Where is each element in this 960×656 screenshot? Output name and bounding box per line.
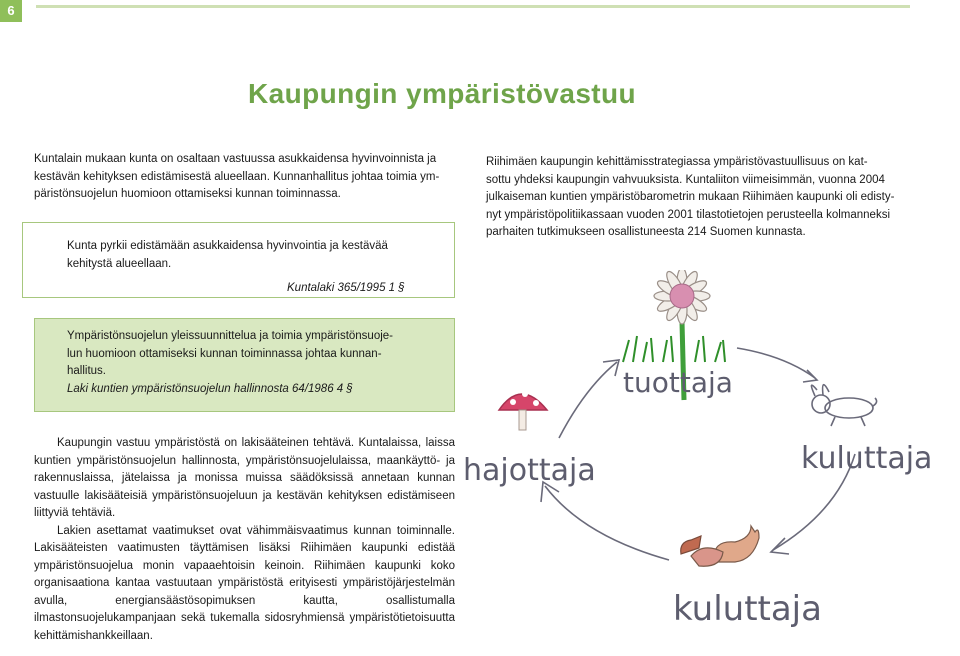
header-rule bbox=[36, 5, 910, 8]
law-citation: Laki kuntien ympäristönsuojelun hallinnosta 64/1986 4 § bbox=[67, 382, 353, 395]
cat-illustration bbox=[681, 526, 759, 566]
quote-line: hallitus. bbox=[67, 365, 106, 377]
quote-line: kehitystä alueellaan. bbox=[67, 257, 172, 270]
quote-line: Ympäristönsuojelun yleissuunnittelua ja toimia ympäristönsuoje- bbox=[67, 330, 393, 342]
ranking-line: Riihimäen kaupungin kehittämisstrategiassa ympäristövastuullisuus on kat- bbox=[486, 156, 868, 168]
ranking-line: julkaiseman kuntien ympäristöbarometrin mukaan Riihimäen kaupunki oli edisty- bbox=[486, 191, 895, 203]
label-decomposer: hajottaja bbox=[463, 453, 596, 488]
body-text bbox=[34, 435, 455, 645]
quote-line: lun huomioon ottamiseksi kunnan toiminnassa johtaa kunnan- bbox=[67, 347, 382, 360]
ranking-line: parhaiten tutkimukseen osallistuneesta 214 Suomen kunnasta. bbox=[486, 226, 806, 238]
intro-paragraph bbox=[34, 151, 459, 204]
page-number: 6 bbox=[0, 0, 22, 22]
label-consumer-bottom: kuluttaja bbox=[673, 589, 822, 629]
law-quote-box bbox=[22, 222, 455, 298]
ranking-line: sottu yhdeksi kaupungin vahvuuksista. Kuntaliiton viimeisimmän, vuonna 2004 bbox=[486, 173, 885, 186]
law-citation: Kuntalaki 365/1995 1 § bbox=[287, 282, 405, 294]
intro-line: Kuntalain mukaan kunta on osaltaan vastuussa asukkaidensa hyvinvoinnista ja bbox=[34, 153, 437, 165]
ranking-line: nyt ympäristöpolitiikassaan vuoden 2001 tilastotietojen perusteella kolmanneksi bbox=[486, 208, 891, 221]
body-paragraph: Kaupungin vastuu ympäristöstä on lakisääteinen tehtävä. Kuntalaissa, laissa kuntien ympäristönsuojelun hallinnosta, ympäristönsuojelulaissa, maankäyttö- ja rakennuslaissa, jätelaissa ja monissa muissa säädöksissä annetaan kunnan vastuulle lakisääteisiä ympäristönsuojeluun ja kestävän kehityksen edistämiseen liittyviä tehtäviä. bbox=[34, 437, 455, 519]
intro-line: kestävän kehityksen edistämisestä alueellaan. Kunnanhallitus johtaa toimia ym- bbox=[34, 170, 440, 183]
ranking-paragraph bbox=[486, 154, 911, 242]
mushroom-illustration bbox=[499, 391, 547, 430]
child-drawing-ecosystem-cycle bbox=[455, 270, 960, 650]
label-consumer-right: kuluttaja bbox=[801, 441, 933, 476]
quote-line: Kunta pyrkii edistämään asukkaidensa hyvinvointia ja kestävää bbox=[67, 240, 388, 252]
intro-line: päristönsuojelun huomioon ottamiseksi kunnan toiminnassa. bbox=[34, 188, 341, 200]
law-quote-box-highlighted bbox=[34, 318, 455, 412]
page-title: Kaupungin ympäristövastuu bbox=[248, 78, 637, 109]
rabbit-illustration bbox=[811, 385, 876, 426]
label-producer: tuottaja bbox=[623, 366, 733, 399]
body-paragraph: Lakien asettamat vaatimukset ovat vähimmäisvaatimus kunnan toiminnalle. Lakisääteisten vaatimusten täyttämisen lisäksi Riihimäen kaupunki edistää ympäristönsuojelua monin vapaaehtoisin keinoin. Riihimäen kaupunki koko organisaationa kantaa vastuutaan ympäristöstä erityisesti ympäristöjärjestelmän avulla, energiansäästösopimuksen kautta, osallistumalla ilmastonsuojelukampanjaan sekä tukemalla sidosryhmiensä ympäristötietoisuutta kehittämishankkeillaan. bbox=[34, 524, 455, 642]
